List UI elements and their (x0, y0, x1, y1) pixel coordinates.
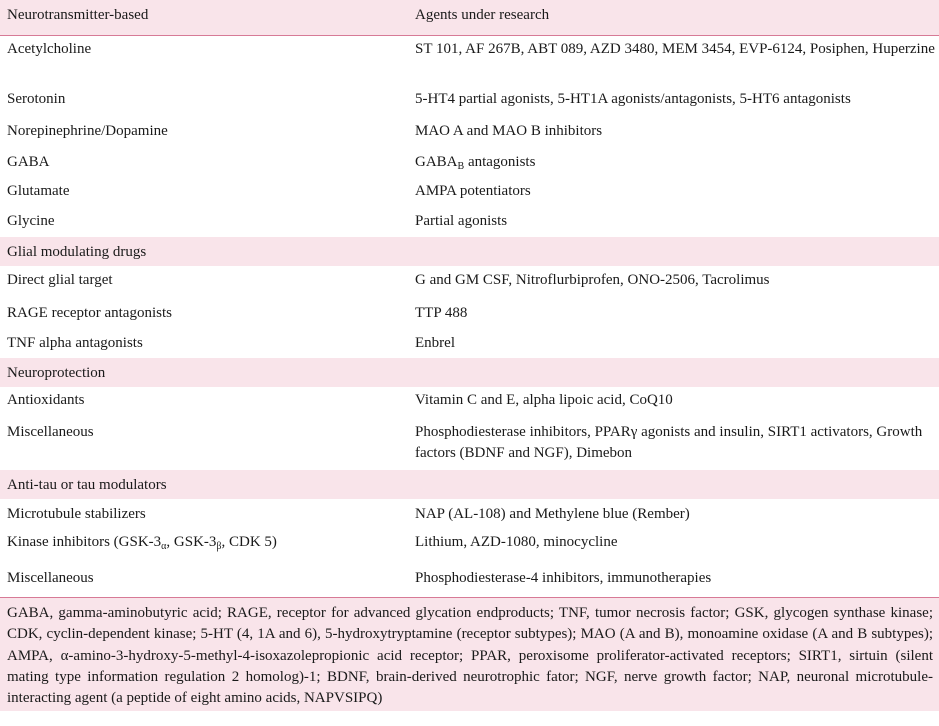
section-title: Glial modulating drugs (0, 237, 939, 266)
name-part: , CDK 5) (221, 534, 277, 550)
header-col1: Neurotransmitter-based (0, 0, 408, 35)
table-row (0, 329, 939, 358)
table-row (0, 149, 939, 178)
table-footnote: GABA, gamma-aminobutyric acid; RAGE, receptor for advanced glycation endproducts; TNF, tumor necrosis factor; GSK, glycogen synthase kinase; CDK, cyclin-dependent kinase; 5-HT (4, 1A and 6), 5-hydroxytryptamine (receptor subtypes); MAO (A and B), monoamine oxidase (A and B subtypes); AMPA, α-amino-3-hydroxy-5-methyl-4-isoxazolepropionic acid receptor; PPAR, peroxisome proliferator-activated receptors; SIRT1, sirtuin (silent mating type information regulation 2 homolog)-1; BDNF, brain-derived neurotrophic fator; NGF, nerve growth factor; NAP, neuronal microtubule-interacting agent (a peptide of eight amino acids, NAPVSIPQ) (0, 597, 939, 711)
name-part: , GSK-3 (166, 534, 217, 550)
section-row (0, 237, 939, 266)
row-agents: Vitamin C and E, alpha lipoic acid, CoQ10 (415, 392, 673, 408)
row-name: Norepinephrine/Dopamine (7, 123, 168, 139)
table-row (0, 86, 939, 118)
row-name: Glutamate (7, 183, 70, 199)
subscript: α (161, 541, 167, 552)
row-agents: 5-HT4 partial agonists, 5-HT1A agonists/antagonists, 5-HT6 antagonists (415, 91, 851, 107)
row-name: Microtubule stabilizers (7, 506, 146, 522)
row-name: Antioxidants (7, 392, 85, 408)
row-name (0, 530, 408, 564)
row-name: Miscellaneous (7, 570, 94, 586)
row-agents: Partial agonists (415, 213, 508, 229)
section-title: Anti-tau or tau modulators (0, 470, 939, 499)
row-name: Glycine (7, 213, 55, 229)
row-agents: ST 101, AF 267B, ABT 089, AZD 3480, MEM 3454, EVP-6124, Posiphen, Huperzine (415, 40, 935, 57)
row-name: Direct glial target (7, 272, 113, 288)
row-agents (408, 149, 939, 178)
table-row (0, 564, 939, 597)
subscript: B (457, 161, 465, 172)
name-part: Kinase inhibitors (GSK-3 (7, 534, 162, 550)
table-row (0, 499, 939, 530)
table-row (0, 299, 939, 329)
row-agents: AMPA potentiators (415, 183, 531, 199)
section-row (0, 358, 939, 387)
table-row (0, 208, 939, 237)
table-row (0, 35, 939, 86)
table-header-row (0, 0, 939, 35)
row-name: RAGE receptor antagonists (7, 305, 172, 321)
table-row (0, 530, 939, 564)
header-col2: Agents under research (408, 0, 939, 35)
agents-main: GABA (415, 154, 458, 170)
row-agents: Lithium, AZD-1080, minocycline (415, 534, 618, 550)
table-row (0, 387, 939, 419)
row-name: Miscellaneous (7, 424, 94, 440)
row-name: Acetylcholine (7, 40, 92, 57)
row-agents: Phosphodiesterase inhibitors, PPARγ agonists and insulin, SIRT1 activators, Growth factors (BDNF and NGF), Dimebon (415, 424, 923, 461)
section-title: Neuroprotection (0, 358, 939, 387)
row-agents: NAP (AL-108) and Methylene blue (Rember) (415, 506, 690, 522)
section-row (0, 470, 939, 499)
row-agents: MAO A and MAO B inhibitors (415, 123, 603, 139)
row-agents: TTP 488 (415, 305, 468, 321)
agents-tail: antagonists (464, 154, 536, 170)
row-name: Serotonin (7, 91, 66, 107)
row-agents: Enbrel (415, 335, 455, 351)
table-row (0, 266, 939, 299)
row-name: GABA (7, 154, 50, 170)
row-agents: G and GM CSF, Nitroflurbiprofen, ONO-2506, Tacrolimus (415, 272, 770, 288)
row-name: TNF alpha antagonists (7, 335, 143, 351)
table-row (0, 178, 939, 208)
table-row (0, 118, 939, 149)
subscript: β (216, 541, 222, 552)
row-agents: Phosphodiesterase-4 inhibitors, immunotherapies (415, 570, 712, 586)
table-row (0, 419, 939, 470)
